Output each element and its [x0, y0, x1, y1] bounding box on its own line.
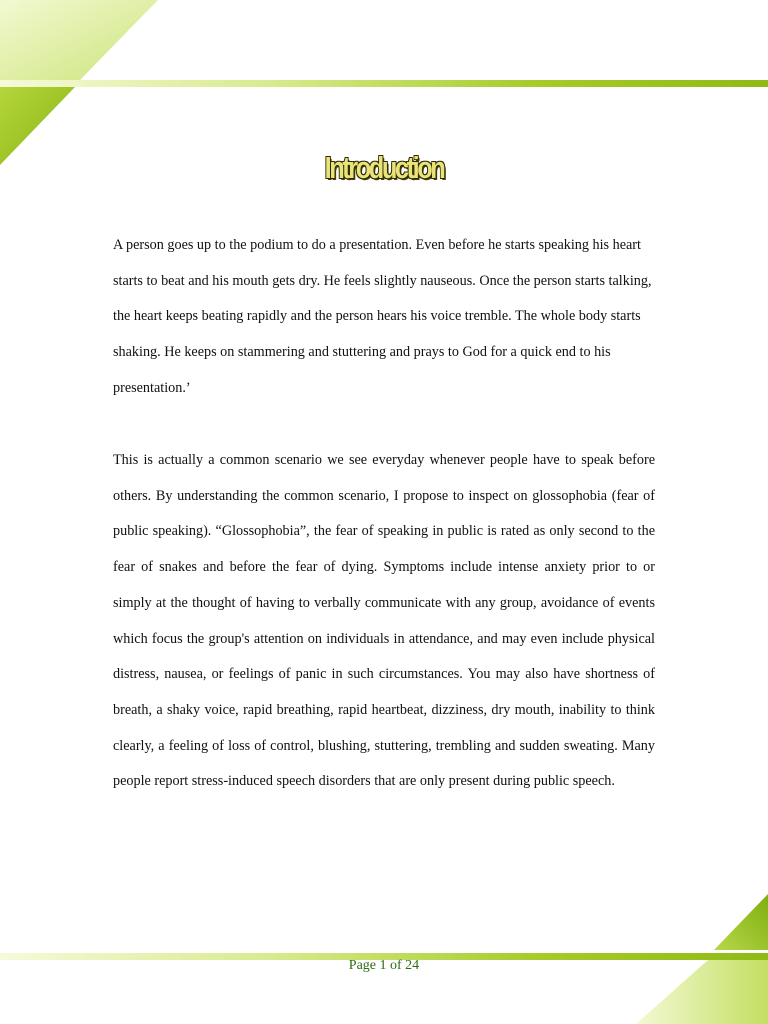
top-divider-bar [0, 80, 768, 87]
page-number-footer: Page 1 of 24 [348, 958, 420, 973]
page-title: Introduction [324, 150, 444, 185]
paragraph-2: This is actually a common scenario we see everyday whenever people have to speak before others. By understanding the common scenario, I propose to inspect on glossophobia (fear of public speaking). “Glossophobia”, the fear of speaking in public is rated as only second to the fear of snakes and before the fear of dying. Symptoms include intense anxiety prior to or simply at the thought of having to verbally communicate with any group, avoidance of events which focus the group's attention on individuals in attendance, and may even include physical distress, nausea, or feelings of panic in such circumstances. You may also have shortness of breath, a shaky voice, rapid breathing, rapid heartbeat, dizziness, dry mouth, inability to think clearly, a feeling of loss of control, blushing, stuttering, trembling and sudden sweating. Many people report stress-induced speech disorders that are only present during public speech. [113, 452, 655, 790]
paragraph-1: A person goes up to the podium to do a presentation. Even before he starts speaking his heart starts to beat and his mouth gets dry. He feels slightly nauseous. Once the person starts talking, the heart keeps beating rapidly and the person hears his voice tremble. The whole body starts shaking. He keeps on stammering and stuttering and prays to God for a quick end to his presentation.’ [113, 237, 652, 396]
